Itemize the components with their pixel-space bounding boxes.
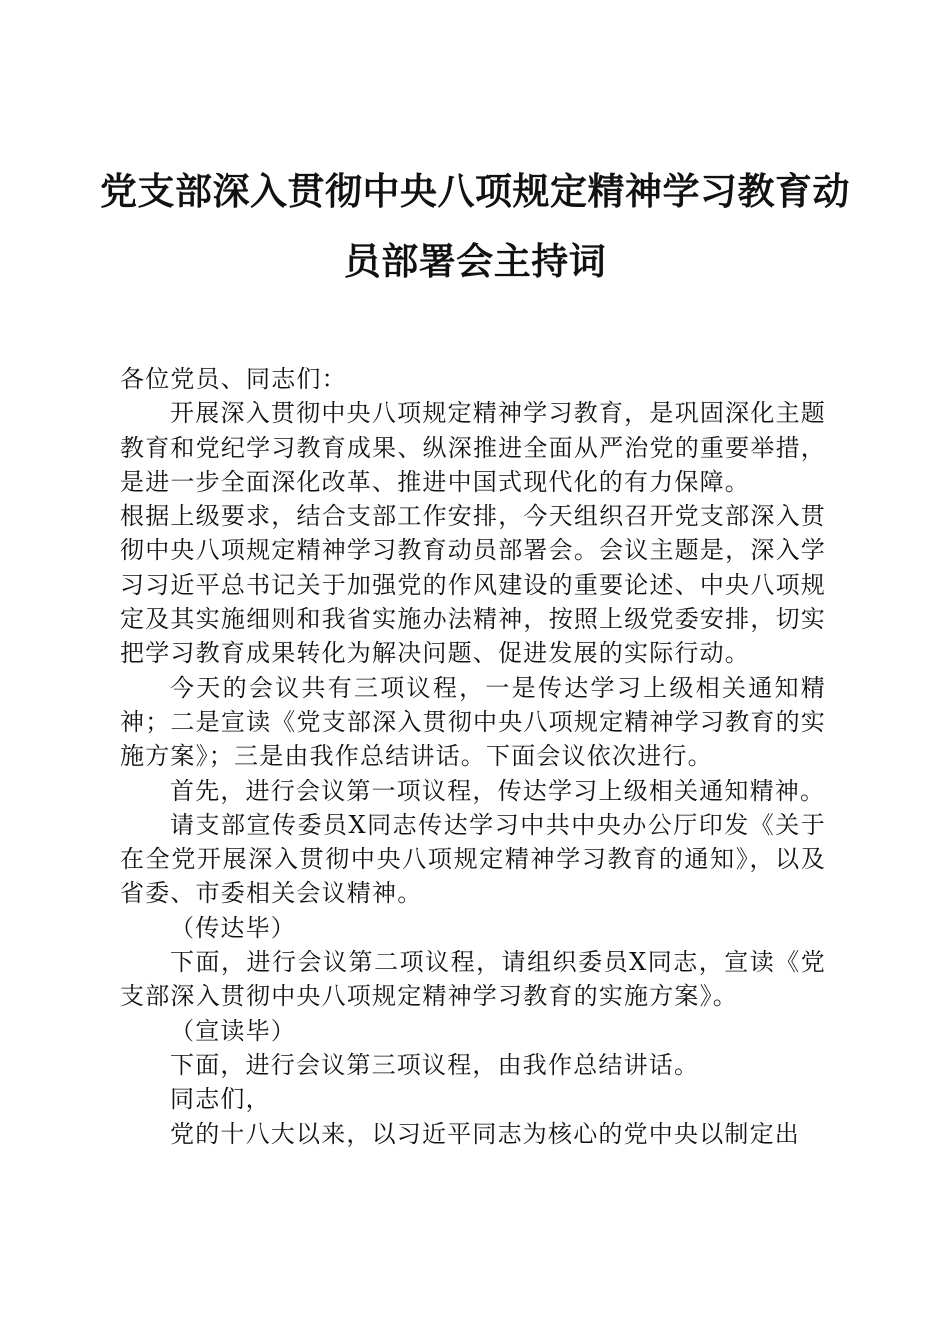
paragraph-6: （传达毕） xyxy=(170,913,296,942)
document-title-line-1: 党支部深入贯彻中央八项规定精神学习教育动 xyxy=(100,169,850,213)
paragraph-11: 党的十八大以来，以习近平同志为核心的党中央以制定出 xyxy=(170,1119,800,1148)
paragraph-5: 请支部宣传委员X同志传达学习中共中央办公厅印发《关于在全党开展深入贯彻中央八项规定精神学习教育的通知》，以及省委、市委相关会议精神。 xyxy=(120,810,826,908)
paragraph-1: 开展深入贯彻中央八项规定精神学习教育，是巩固深化主题教育和党纪学习教育成果、纵深推进全面从严治党的重要举措，是进一步全面深化改革、推进中国式现代化的有力保障。 xyxy=(120,399,826,496)
paragraph-8: （宣读毕） xyxy=(170,1016,296,1045)
document-title-line-2: 员部署会主持词 xyxy=(343,239,607,283)
paragraph-7: 下面，进行会议第二项议程，请组织委员X同志，宣读《党支部深入贯彻中央八项规定精神学习教育的实施方案》。 xyxy=(120,948,826,1011)
salutation: 各位党员、同志们： xyxy=(120,365,347,393)
paragraph-10: 同志们， xyxy=(170,1085,271,1114)
paragraph-9: 下面，进行会议第三项议程，由我作总结讲话。 xyxy=(170,1050,700,1079)
document-body xyxy=(120,362,826,1151)
paragraph-2: 根据上级要求，结合支部工作安排，今天组织召开党支部深入贯彻中央八项规定精神学习教育动员部署会。会议主题是，深入学习习近平总书记关于加强党的作风建设的重要论述、中央八项规定及其实施细则和我省实施办法精神，按照上级党委安排，切实把学习教育成果转化为解决问题、促进发展的实际行动。 xyxy=(120,502,826,668)
paragraph-3: 今天的会议共有三项议程，一是传达学习上级相关通知精神；二是宣读《党支部深入贯彻中央八项规定精神学习教育的实施方案》；三是由我作总结讲话。下面会议依次进行。 xyxy=(120,673,826,771)
paragraph-4: 首先，进行会议第一项议程，传达学习上级相关通知精神。 xyxy=(170,776,826,805)
